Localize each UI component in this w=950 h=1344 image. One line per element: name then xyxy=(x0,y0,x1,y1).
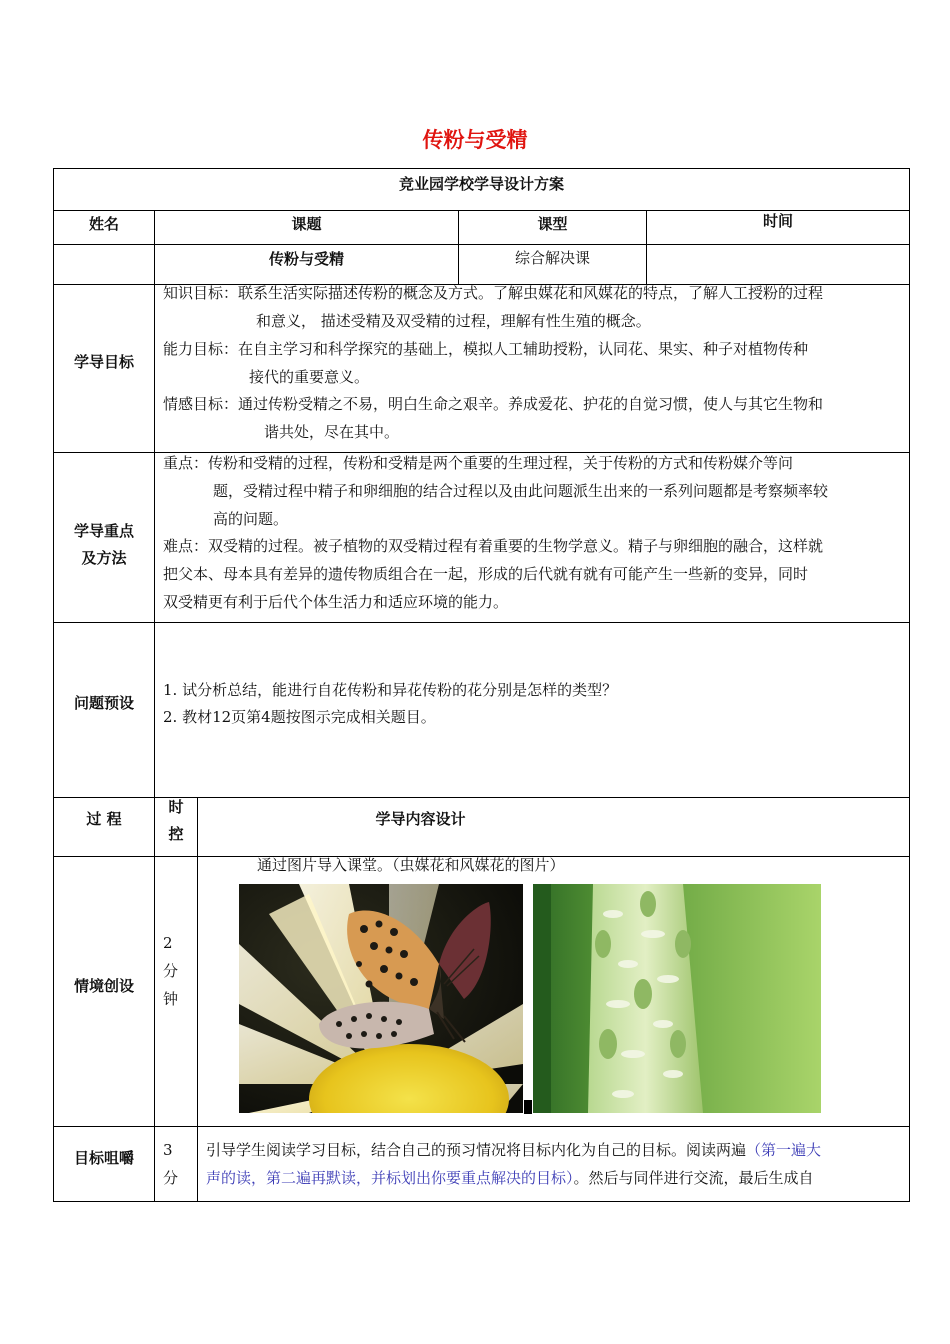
question-item: 1. 试分析总结，能进行自花传粉和异花传粉的花分别是怎样的类型？ xyxy=(163,681,618,699)
scene-text: 通过图片导入课堂。（虫媒花和风媒花的图片） xyxy=(257,856,565,874)
goals-text-highlight: （第一遍大 xyxy=(746,1141,822,1159)
table-border-left xyxy=(53,168,54,1202)
topic-value: 传粉与受精 xyxy=(268,250,344,268)
scene-time-unit-cont: 钟 xyxy=(163,990,179,1008)
knowledge-objective-cont: 和意义， 描述受精及双受精的过程，理解有性生殖的概念。 xyxy=(256,312,651,330)
table-border-right xyxy=(909,168,910,1202)
key-point: 重点：传粉和受精的过程，传粉和受精是两个重要的生理过程，关于传粉的方式和传粉媒介等问 xyxy=(163,454,794,472)
scene-label: 情境创设 xyxy=(73,977,134,995)
col-label-name: 姓名 xyxy=(88,215,119,233)
table-border-top xyxy=(53,168,910,169)
col-label-time: 时间 xyxy=(762,212,793,230)
goals-label: 目标咀嚼 xyxy=(73,1149,134,1167)
lesson-type-value: 综合解决课 xyxy=(514,249,590,267)
table-rule xyxy=(53,1126,910,1127)
table-border-bottom xyxy=(53,1201,910,1202)
goals-text-line1 xyxy=(206,1136,821,1165)
butterfly-photo xyxy=(239,884,523,1113)
col-label-topic: 课题 xyxy=(291,215,322,233)
difficult-point: 难点：双受精的过程。被子植物的双受精过程有着重要的生物学意义。精子与卵细胞的融合，这样就 xyxy=(163,537,824,555)
questions-label: 问题预设 xyxy=(73,694,134,712)
objectives-label: 学导目标 xyxy=(73,353,134,371)
time-label: 时 xyxy=(168,798,184,816)
emotion-objective-cont: 谐共处，尽在其中。 xyxy=(264,423,400,441)
key-point-cont: 题，受精过程中精子和卵细胞的结合过程以及由此问题派生出来的一系列问题都是考察频率较 xyxy=(213,482,829,500)
table-rule xyxy=(53,622,910,623)
table-column-rule xyxy=(197,797,198,1202)
grass-flower-photo xyxy=(533,884,821,1113)
scene-time: 2 xyxy=(163,934,173,952)
scene-time-unit: 分 xyxy=(163,962,179,980)
table-header: 竞业园学校学导设计方案 xyxy=(398,175,564,193)
image-fragment xyxy=(524,1100,532,1114)
knowledge-objective: 知识目标：联系生活实际描述传粉的概念及方式。了解虫媒花和风媒花的特点，了解人工授粉的过程 xyxy=(163,284,824,302)
difficult-point-cont: 把父本、母本具有差异的遗传物质组合在一起，形成的后代就有就有可能产生一些新的变异，同时 xyxy=(163,565,809,583)
goals-text-highlight: 声的读，第二遍再默读，并标划出你要重点解决的目标） xyxy=(206,1169,574,1187)
emotion-objective: 情感目标：通过传粉受精之不易，明白生命之艰辛。养成爱花、护花的自觉习惯，使人与其它生物和 xyxy=(163,395,824,413)
process-label: 过 程 xyxy=(86,810,122,828)
goals-text: 。然后与同伴进行交流，最后生成自 xyxy=(573,1169,814,1187)
page-title: 传粉与受精 xyxy=(422,128,528,152)
focus-label-cont: 及方法 xyxy=(81,549,127,567)
goals-text-line2 xyxy=(206,1164,814,1193)
content-label: 学导内容设计 xyxy=(375,810,466,828)
ability-objective-cont: 接代的重要意义。 xyxy=(249,368,370,386)
goals-time: 3 xyxy=(163,1141,173,1159)
goals-text: 引导学生阅读学习目标，结合自己的预习情况将目标内化为自己的目标。阅读两遍 xyxy=(206,1141,747,1159)
col-label-type: 课型 xyxy=(537,215,568,233)
time-label-cont: 控 xyxy=(168,825,184,843)
ability-objective: 能力目标：在自主学习和科学探究的基础上，模拟人工辅助授粉，认同花、果实、种子对植物传种 xyxy=(163,340,809,358)
question-item: 2. 教材12页第4题按图示完成相关题目。 xyxy=(163,708,436,726)
goals-time-unit: 分 xyxy=(163,1169,179,1187)
focus-label: 学导重点 xyxy=(73,522,134,540)
difficult-point-cont: 双受精更有利于后代个体生活力和适应环境的能力。 xyxy=(163,593,509,611)
table-column-rule xyxy=(154,210,155,1202)
key-point-cont: 高的问题。 xyxy=(213,510,289,528)
